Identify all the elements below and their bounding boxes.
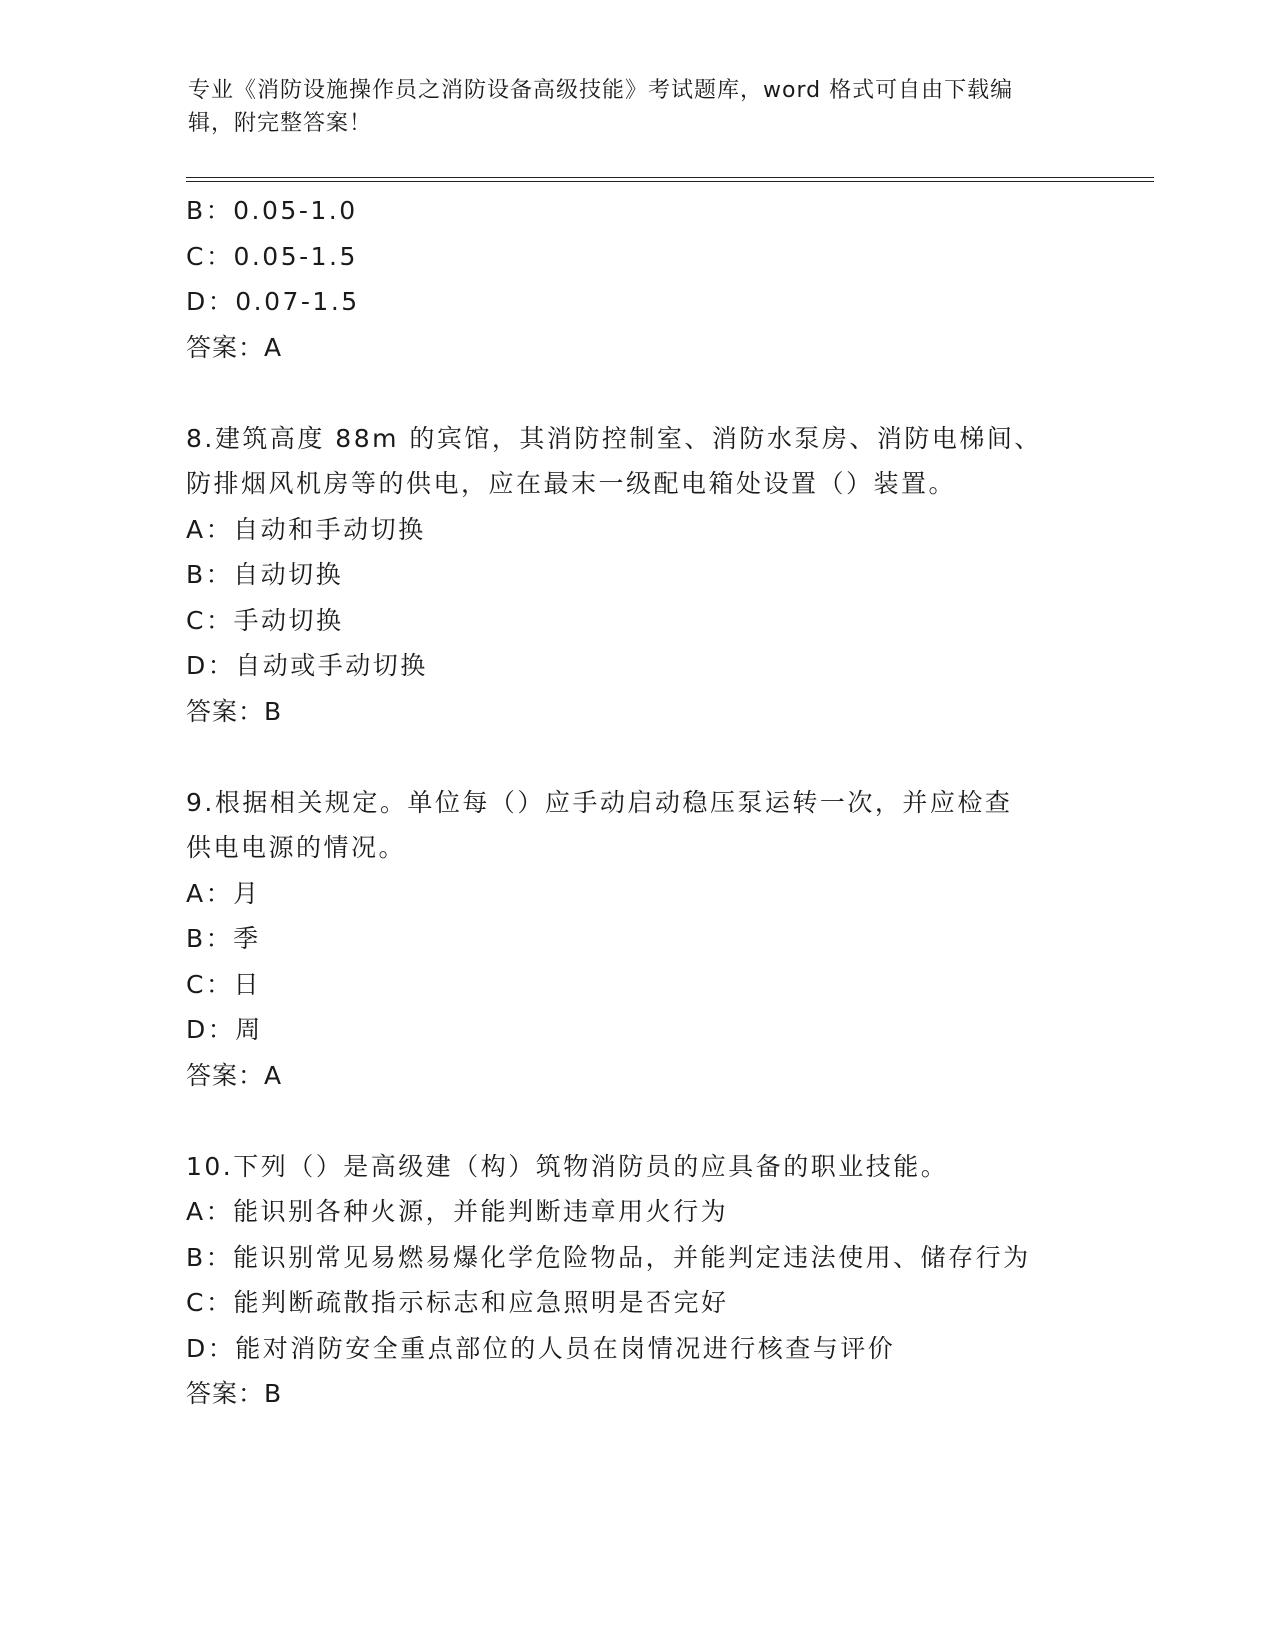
header-line-2: 辑，附完整答案！: [188, 111, 373, 136]
question-8: [186, 416, 1166, 735]
answer: 答案：B: [186, 1379, 283, 1408]
question-stem-line: 防排烟风机房等的供电，应在最末一级配电箱处设置（）装置。: [186, 469, 957, 498]
option-c: C：0.05-1.5: [186, 241, 358, 271]
option-c: C：手动切换: [186, 605, 344, 635]
option-a: A：月: [186, 878, 261, 908]
answer: 答案：B: [186, 696, 283, 726]
option-d: D：周: [186, 1015, 263, 1044]
spacer: [186, 1098, 1166, 1144]
answer: 答案：A: [186, 1060, 283, 1090]
option-b: B：季: [186, 924, 261, 953]
question-content: [186, 188, 1166, 1417]
question-stem-line: 9.根据相关规定。单位每（）应手动启动稳压泵运转一次，并应检查: [186, 787, 1013, 817]
answer: 答案：A: [186, 332, 283, 362]
option-a: A：自动和手动切换: [186, 514, 426, 544]
option-b: B：能识别常见易燃易爆化学危险物品，并能判定违法使用、储存行为: [186, 1242, 1031, 1272]
spacer: [186, 370, 1166, 416]
question-stem-line: 10.下列（）是高级建（构）筑物消防员的应具备的职业技能。: [186, 1151, 949, 1181]
option-c: C：能判断疏散指示标志和应急照明是否完好: [186, 1288, 729, 1317]
header-double-rule: [186, 177, 1154, 182]
option-d: D：自动或手动切换: [186, 651, 428, 680]
header-line-1: 专业《消防设施操作员之消防设备高级技能》考试题库，word 格式可自由下载编: [188, 78, 1014, 103]
question-stem-line: 8.建筑高度 88m 的宾馆，其消防控制室、消防水泵房、消防电梯间、: [186, 423, 1042, 453]
option-b: B：0.05-1.0: [186, 196, 358, 225]
page-header: [188, 74, 1068, 140]
option-b: B：自动切换: [186, 560, 344, 589]
question-stem-line: 供电电源的情况。: [186, 833, 407, 862]
option-d: D：0.07-1.5: [186, 287, 360, 316]
option-a: A：能识别各种火源，并能判断违章用火行为: [186, 1197, 729, 1226]
option-c: C：日: [186, 969, 261, 999]
option-d: D：能对消防安全重点部位的人员在岗情况进行核查与评价: [186, 1333, 896, 1363]
question-10: [186, 1144, 1166, 1417]
question-9: [186, 780, 1166, 1099]
prev-question-block: [186, 188, 1166, 370]
spacer: [186, 734, 1166, 780]
